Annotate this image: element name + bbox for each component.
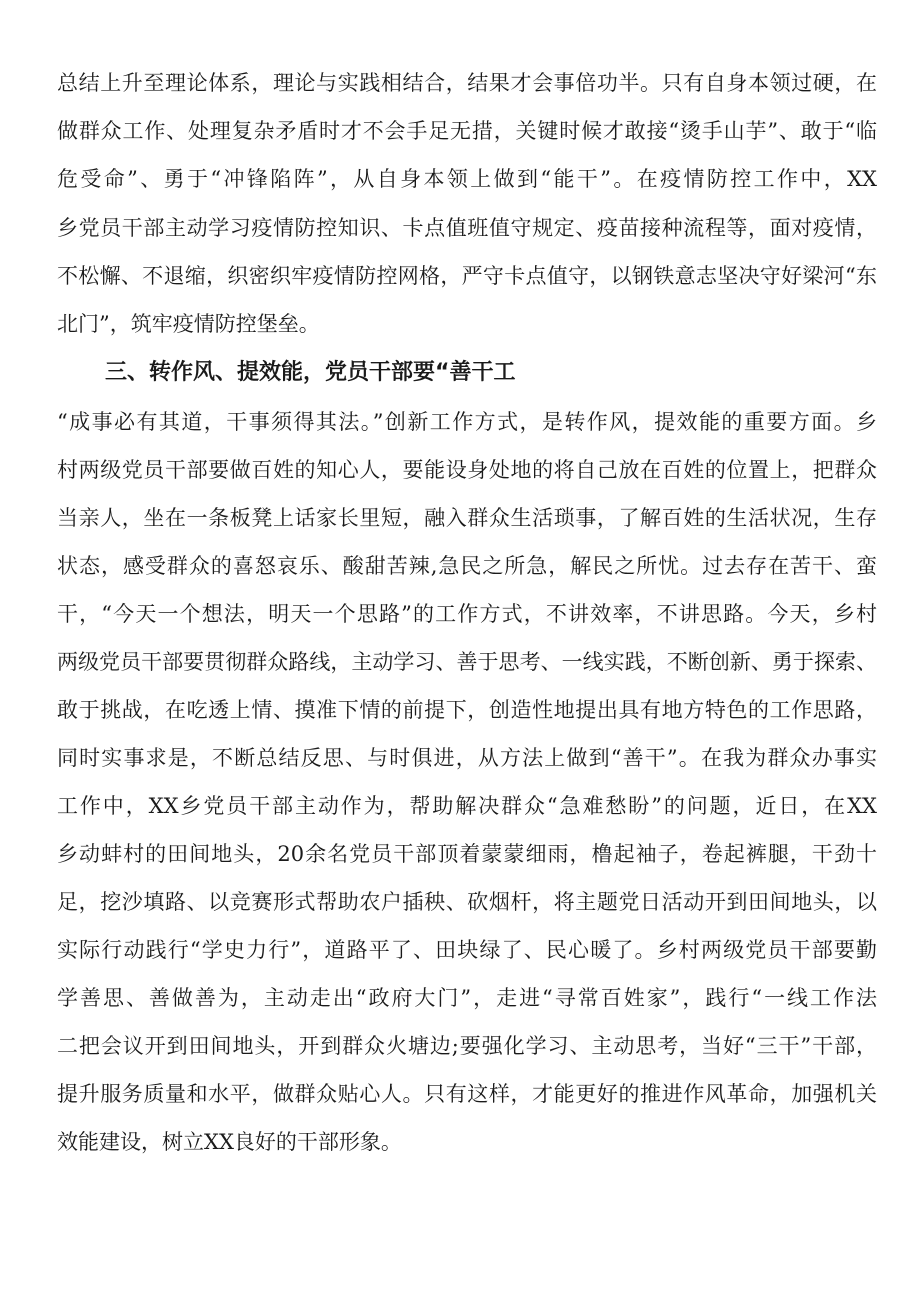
paragraph2-line-15: 提升服务质量和水平，做群众贴心人。只有这样，才能更好的推进作风革命，加强机关 [57, 1082, 877, 1106]
paragraph2-line-3: 当亲人，坐在一条板凳上话家长里短，融入群众生活琐事，了解百姓的生活状况，生存 [57, 506, 877, 530]
paragraph1-line-6: 北门”，筑牢疫情防控堡垒。 [57, 312, 320, 336]
paragraph2-line-7: 敢于挑战，在吃透上情、摸准下情的前提下，创造性地提出具有地方特色的工作思路， [57, 698, 877, 722]
paragraph1-line-5: 不松懈、不退缩，织密织牢疫情防控网格，严守卡点值守，以钢铁意志坚决守好梁河“东 [57, 264, 877, 288]
paragraph2-line-6: 两级党员干部要贯彻群众路线，主动学习、善于思考、一线实践，不断创新、勇于探索、 [57, 650, 877, 674]
paragraph2-line-10: 乡动蚌村的田间地头，20余名党员干部顶着蒙蒙细雨，橹起袖子，卷起裤腿，干劲十 [57, 842, 877, 866]
paragraph2-line-11: 足，挖沙填路、以竞赛形式帮助农户插秧、砍烟杆，将主题党日活动开到田间地头，以 [57, 890, 877, 914]
paragraph1-line-4: 乡党员干部主动学习疫情防控知识、卡点值班值守规定、疫苗接种流程等，面对疫情， [57, 216, 877, 240]
paragraph2-line-5: 干，“今天一个想法，明天一个思路”的工作方式，不讲效率，不讲思路。今天，乡村 [57, 602, 877, 626]
paragraph2-line-9: 工作中，XX乡党员干部主动作为，帮助解决群众“急难愁盼”的问题，近日，在XX [57, 794, 877, 818]
paragraph2-line-2: 村两级党员干部要做百姓的知心人，要能设身处地的将自己放在百姓的位置上，把群众 [57, 458, 877, 482]
paragraph2-line-13: 学善思、善做善为，主动走出“政府大门”，走进“寻常百姓家”，践行“一线工作法 [57, 986, 877, 1010]
paragraph1-line-3: 危受命”、勇于“冲锋陷阵”，从自身本领上做到“能干”。在疫情防控工作中，XX [57, 167, 877, 191]
paragraph2-line-16: 效能建设，树立XX良好的干部形象。 [57, 1130, 402, 1154]
paragraph1-line-1: 总结上升至理论体系，理论与实践相结合，结果才会事倍功半。只有自身本领过硬，在 [57, 71, 877, 95]
paragraph2-line-14: 二把会议开到田间地头，开到群众火塘边;要强化学习、主动思考，当好“三干”干部， [57, 1034, 877, 1058]
section-heading: 三、转作风、提效能，党员干部要“善干工 [105, 360, 516, 385]
paragraph2-line-8: 同时实事求是，不断总结反思、与时俱进，从方法上做到“善干”。在我为群众办事实 [57, 746, 877, 770]
paragraph2-line-4: 状态，感受群众的喜怒哀乐、酸甜苦辣,急民之所急，解民之所忧。过去存在苦干、蛮 [57, 554, 877, 578]
paragraph2-line-1: “成事必有其道，干事须得其法。”创新工作方式，是转作风，提效能的重要方面。乡 [57, 410, 877, 434]
paragraph1-line-2: 做群众工作、处理复杂矛盾时才不会手足无措，关键时候才敢接“烫手山芋”、敢于“临 [57, 119, 877, 143]
paragraph2-line-12: 实际行动践行“学史力行”，道路平了、田块绿了、民心暖了。乡村两级党员干部要勤 [57, 938, 877, 962]
